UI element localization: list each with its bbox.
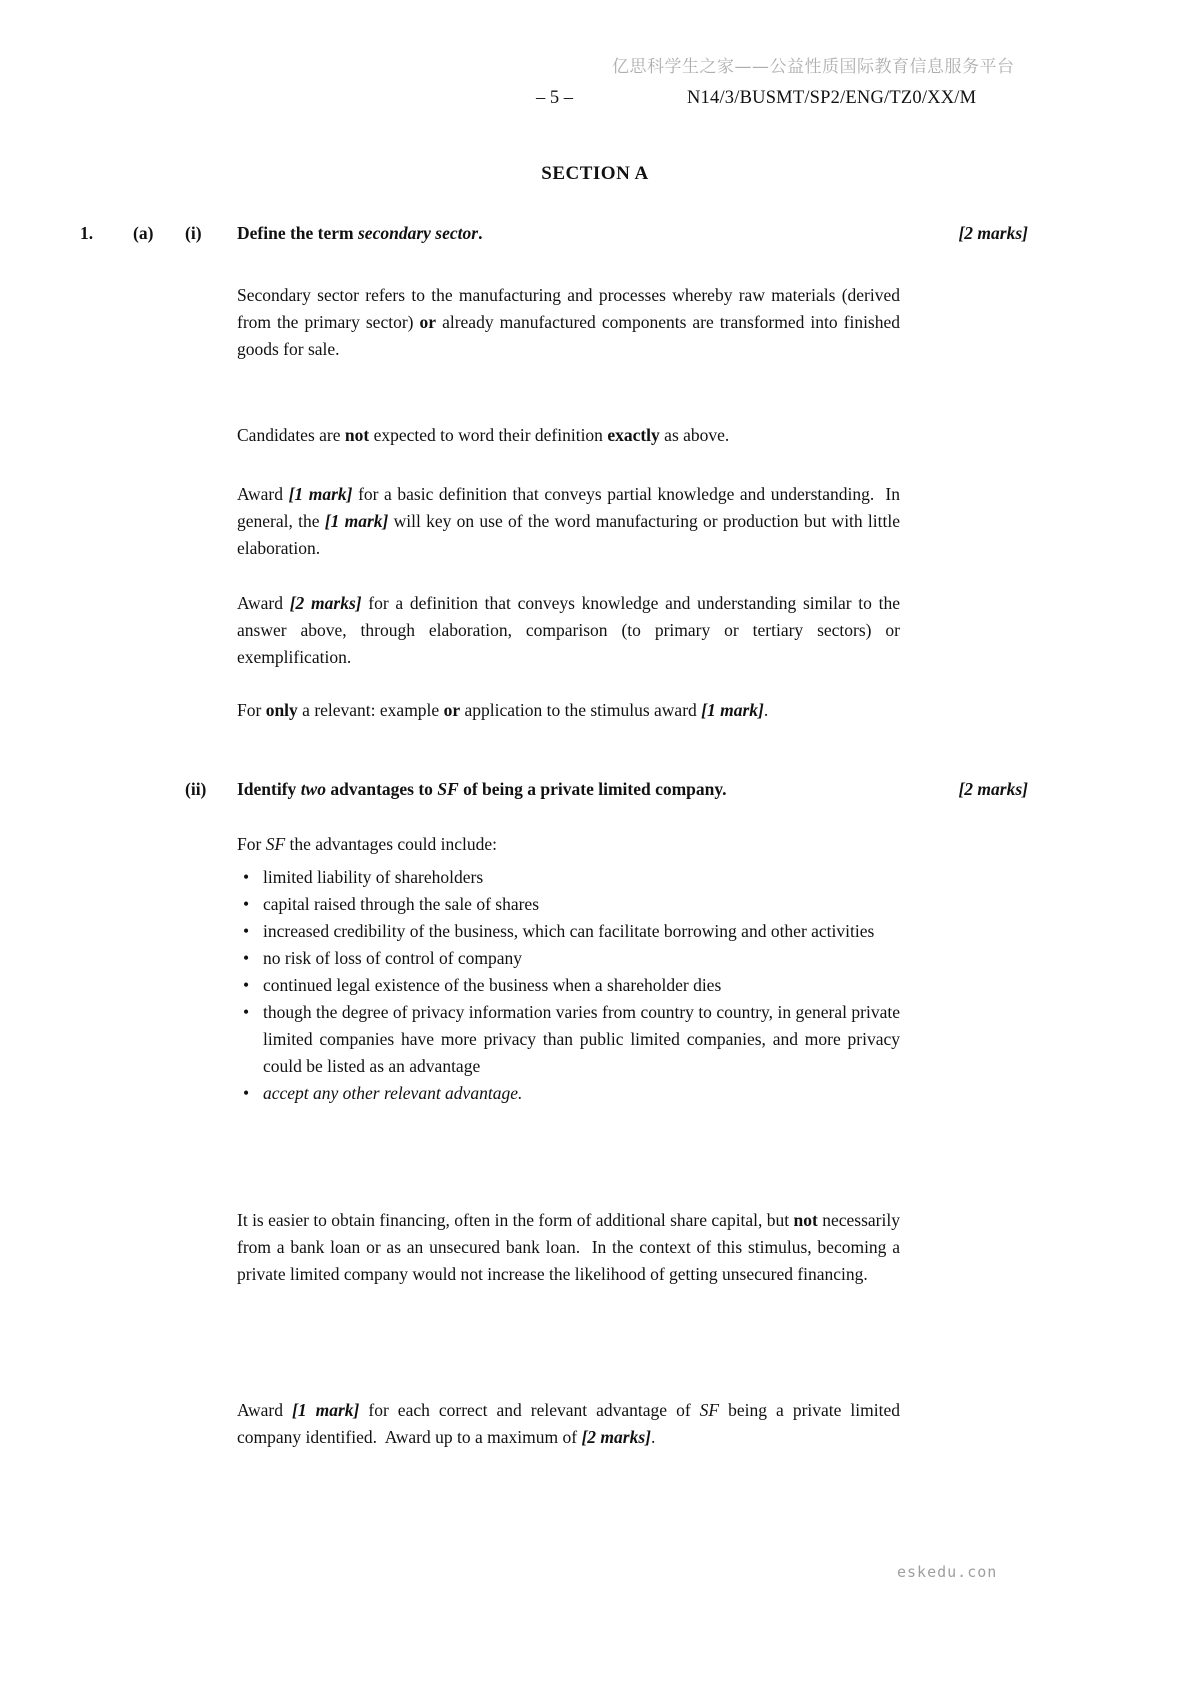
markscheme-paragraph-award-each: Award [1 mark] for each correct and relevant advantage of SF being a private limited company identified. Award up to a maximum of [2 marks].: [237, 1400, 900, 1447]
bullet-item: [237, 972, 900, 999]
question-subpart-i-label: (i): [185, 223, 202, 243]
question-ii-marks-badge: [2 marks]: [958, 779, 1028, 799]
watermark-text: 亿思科学生之家——公益性质国际教育信息服务平台: [612, 57, 1015, 77]
page-number: – 5 –: [536, 88, 573, 108]
bullet-item-text: increased credibility of the business, which can facilitate borrowing and other activities: [263, 921, 875, 941]
bullet-item: [237, 864, 900, 891]
question-i-marks-badge: [2 marks]: [958, 223, 1028, 243]
bullet-item: [237, 999, 900, 1080]
markscheme-paragraph-award-1-mark: Award [1 mark] for a basic definition that conveys partial knowledge and understanding. In general, the [1 mark] will key on use of the word manufacturing or production but with little elaboration.: [237, 484, 901, 558]
bullet-item-text: limited liability of shareholders: [263, 867, 484, 887]
bullet-item-text: capital raised through the sale of shares: [263, 894, 540, 914]
question-i-heading-row: [237, 220, 1028, 247]
question-i-heading: Define the term secondary sector.: [237, 223, 483, 243]
markscheme-paragraph-only-relevant: For only a relevant: example or application to the stimulus award [1 mark].: [237, 700, 769, 720]
question-subpart-ii-label: (ii): [185, 779, 207, 799]
question-number: 1.: [80, 223, 94, 243]
bullet-marker-icon: •: [243, 975, 250, 995]
markscheme-paragraph-definition: Secondary sector refers to the manufacturing and processes whereby raw materials (derived from the primary sector) or already manufactured components are transformed into finished goods for sale.: [237, 285, 901, 359]
section-title: SECTION A: [541, 163, 649, 184]
bullet-item: [237, 945, 900, 972]
bullet-item: [237, 918, 900, 945]
markscheme-paragraph-candidates-note: Candidates are not expected to word their definition exactly as above.: [237, 425, 730, 445]
bullet-marker-icon: •: [243, 948, 250, 968]
advantages-intro: For SF the advantages could include:: [237, 834, 498, 854]
paper-code: N14/3/BUSMT/SP2/ENG/TZ0/XX/M: [687, 88, 977, 108]
bullet-marker-icon: •: [243, 867, 250, 887]
bullet-marker-icon: •: [243, 894, 250, 914]
footer-site-label: eskedu.con: [897, 1563, 998, 1581]
bullet-item-text: no risk of loss of control of company: [263, 948, 523, 968]
bullet-item-text: continued legal existence of the business when a shareholder dies: [263, 975, 722, 995]
question-part-label: (a): [133, 223, 154, 243]
bullet-marker-icon: •: [243, 921, 250, 941]
bullet-marker-icon: •: [243, 1002, 250, 1022]
bullet-item: [237, 1080, 900, 1107]
markscheme-paragraph-award-2-marks: Award [2 marks] for a definition that conveys knowledge and understanding similar to the answer above, through elaboration, comparison (to primary or tertiary sectors) or exemplification.: [237, 593, 901, 667]
bullet-item-text: though the degree of privacy information varies from country to country, in general private limited companies have more privacy than public limited companies, and more privacy could be listed as an advantage: [263, 1002, 900, 1076]
question-ii-heading: Identify two advantages to SF of being a private limited company.: [237, 779, 727, 799]
bullet-marker-icon: •: [243, 1083, 250, 1103]
markscheme-paragraph-financing: It is easier to obtain financing, often in the form of additional share capital, but not necessarily from a bank loan or as an unsecured bank loan. In the context of this stimulus, becoming a private limited company would not increase the likelihood of getting unsecured financing.: [237, 1210, 900, 1284]
bullet-item: [237, 891, 900, 918]
bullet-item-text: accept any other relevant advantage.: [263, 1083, 523, 1103]
question-ii-heading-row: [237, 776, 1028, 803]
advantages-bullet-list: [237, 864, 900, 1107]
